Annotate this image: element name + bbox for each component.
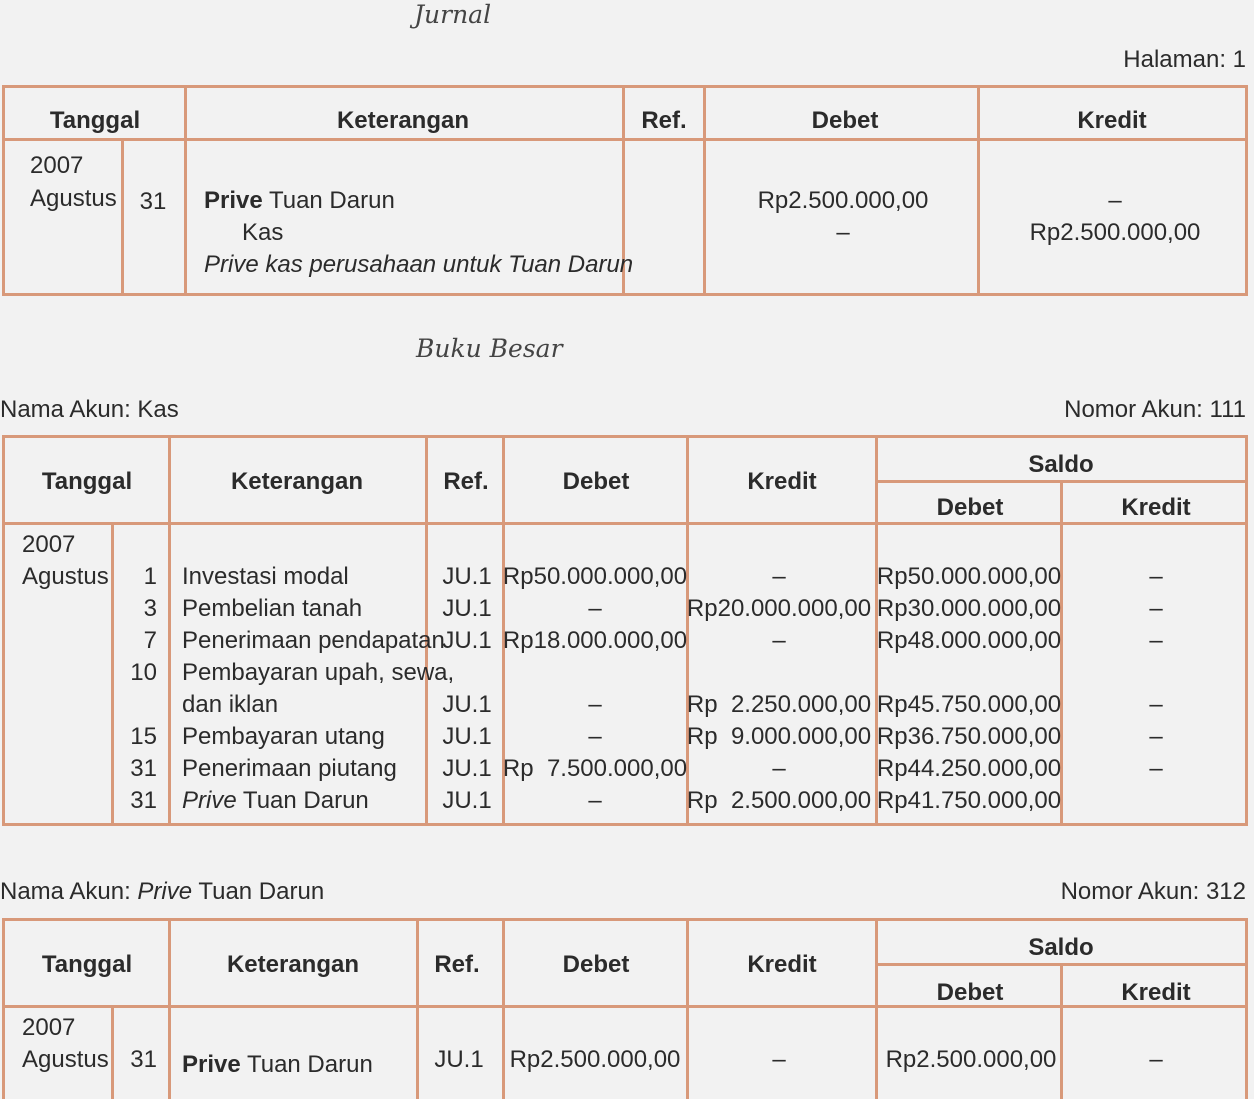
- kas-row-ref: JU.1: [442, 787, 492, 814]
- kas-row-saldo-kredit: –: [1149, 627, 1163, 654]
- kas-year: 2007: [22, 531, 76, 558]
- kas-row-kredit: –: [772, 627, 786, 654]
- kas-row-keterangan: Pembayaran upah, sewa,: [182, 659, 455, 686]
- kas-row-debet: –: [588, 691, 602, 718]
- kas-header-keterangan: Keterangan: [230, 468, 364, 495]
- prive-row-kredit: –: [772, 1046, 786, 1073]
- kas-row-saldo-debet: Rp48.000.000,00: [876, 627, 1062, 654]
- prive-ledger-table: [2, 918, 1248, 1099]
- kas-month: Agustus: [22, 563, 109, 590]
- kas-header-saldo: Saldo: [1028, 451, 1094, 478]
- kas-row-ref: JU.1: [442, 627, 492, 654]
- prive-header-saldo: Saldo: [1028, 934, 1094, 961]
- jurnal-month: Agustus: [30, 185, 117, 212]
- kas-row-kredit: Rp 9.000.000,00: [686, 723, 872, 750]
- prive-row-ref: JU.1: [434, 1046, 484, 1073]
- prive-header-ref: Ref.: [434, 951, 480, 978]
- kas-row-day: 15: [130, 723, 157, 750]
- kas-row-keterangan: Pembayaran utang: [182, 723, 385, 750]
- page-number: Halaman: 1: [1123, 46, 1246, 73]
- prive-row-saldo-debet: Rp2.500.000,00: [885, 1046, 1057, 1073]
- kas-row-debet: Rp 7.500.000,00: [502, 755, 688, 782]
- jurnal-title: Jurnal: [414, 0, 492, 29]
- jurnal-header-keterangan: Keterangan: [336, 107, 470, 134]
- kas-row-day: 31: [130, 755, 157, 782]
- jurnal-kredit-2: Rp2.500.000,00: [1029, 219, 1201, 246]
- kas-row-saldo-kredit: –: [1149, 723, 1163, 750]
- kas-header-saldo-debet: Debet: [936, 494, 1004, 521]
- kas-row-kredit: Rp 2.250.000,00: [686, 691, 872, 718]
- jurnal-credit-account: Kas: [242, 219, 284, 246]
- kas-row-saldo-debet: Rp45.750.000,00: [876, 691, 1062, 718]
- kas-row-saldo-kredit: –: [1149, 691, 1163, 718]
- jurnal-description: Prive kas perusahaan untuk Tuan Darun: [204, 251, 634, 278]
- jurnal-header-ref: Ref.: [641, 107, 687, 134]
- prive-header-tanggal: Tanggal: [41, 951, 133, 978]
- kas-header-saldo-kredit: Kredit: [1121, 494, 1191, 521]
- prive-year: 2007: [22, 1014, 76, 1041]
- jurnal-day: 31: [139, 188, 167, 215]
- kas-row-keterangan: dan iklan: [182, 691, 279, 718]
- kas-header-tanggal: Tanggal: [41, 468, 133, 495]
- kas-row-kredit: Rp 2.500.000,00: [686, 787, 872, 814]
- prive-month: Agustus: [22, 1046, 109, 1073]
- buku-besar-title: Buku Besar: [416, 334, 563, 363]
- prive-row-keterangan: Prive Tuan Darun: [182, 1051, 373, 1078]
- prive-header-saldo-debet: Debet: [936, 979, 1004, 1006]
- kas-row-ref: JU.1: [442, 755, 492, 782]
- kas-row-saldo-kredit: –: [1149, 563, 1163, 590]
- kas-row-keterangan: Penerimaan pendapatan: [182, 627, 445, 654]
- kas-row-saldo-debet: Rp44.250.000,00: [876, 755, 1062, 782]
- jurnal-year: 2007: [30, 152, 84, 179]
- kas-row-keterangan: Penerimaan piutang: [182, 755, 397, 782]
- kas-row-saldo-debet: Rp36.750.000,00: [876, 723, 1062, 750]
- kas-row-saldo-kredit: –: [1149, 595, 1163, 622]
- jurnal-kredit-1: –: [1108, 187, 1122, 214]
- kas-row-kredit: Rp20.000.000,00: [686, 595, 872, 622]
- prive-row-saldo-kredit: –: [1149, 1046, 1163, 1073]
- prive-row-day: 31: [130, 1046, 157, 1073]
- kas-header-ref: Ref.: [443, 468, 489, 495]
- kas-row-ref: JU.1: [442, 595, 492, 622]
- prive-header-saldo-kredit: Kredit: [1121, 979, 1191, 1006]
- jurnal-debit-account: Prive Tuan Darun: [204, 187, 395, 214]
- kas-row-keterangan: Investasi modal: [182, 563, 349, 590]
- jurnal-header-debet: Debet: [811, 107, 879, 134]
- kas-account-number: Nomor Akun: 111: [1064, 396, 1246, 423]
- kas-row-ref: JU.1: [442, 723, 492, 750]
- kas-row-ref: JU.1: [442, 691, 492, 718]
- prive-account-number: Nomor Akun: 312: [1060, 878, 1246, 905]
- jurnal-header-kredit: Kredit: [1077, 107, 1147, 134]
- kas-row-debet: –: [588, 723, 602, 750]
- jurnal-header-tanggal: Tanggal: [49, 107, 141, 134]
- kas-row-debet: Rp18.000.000,00: [502, 627, 688, 654]
- kas-row-debet: Rp50.000.000,00: [502, 563, 688, 590]
- jurnal-debet-1: Rp2.500.000,00: [757, 187, 929, 214]
- prive-header-kredit: Kredit: [747, 951, 817, 978]
- jurnal-debet-2: –: [836, 219, 850, 246]
- kas-ledger-table: [2, 435, 1248, 826]
- prive-row-debet: Rp2.500.000,00: [509, 1046, 681, 1073]
- prive-account-name: Nama Akun: Prive Tuan Darun: [0, 878, 325, 905]
- kas-row-saldo-debet: Rp30.000.000,00: [876, 595, 1062, 622]
- kas-row-saldo-debet: Rp50.000.000,00: [876, 563, 1062, 590]
- prive-header-keterangan: Keterangan: [226, 951, 360, 978]
- kas-row-keterangan: Pembelian tanah: [182, 595, 363, 622]
- kas-row-day: 31: [130, 787, 157, 814]
- kas-row-kredit: –: [772, 755, 786, 782]
- kas-row-debet: –: [588, 787, 602, 814]
- kas-row-day: 10: [130, 659, 157, 686]
- kas-row-ref: JU.1: [442, 563, 492, 590]
- kas-row-saldo-debet: Rp41.750.000,00: [876, 787, 1062, 814]
- kas-header-debet: Debet: [562, 468, 630, 495]
- kas-account-name: Nama Akun: Kas: [0, 396, 179, 423]
- kas-row-day: 3: [143, 595, 157, 622]
- kas-row-keterangan: Prive Tuan Darun: [182, 787, 369, 814]
- kas-row-saldo-kredit: –: [1149, 755, 1163, 782]
- kas-row-day: 1: [143, 563, 157, 590]
- kas-row-debet: –: [588, 595, 602, 622]
- jurnal-table: [2, 85, 1248, 296]
- prive-header-debet: Debet: [562, 951, 630, 978]
- kas-row-kredit: –: [772, 563, 786, 590]
- kas-row-day: 7: [143, 627, 157, 654]
- kas-header-kredit: Kredit: [747, 468, 817, 495]
